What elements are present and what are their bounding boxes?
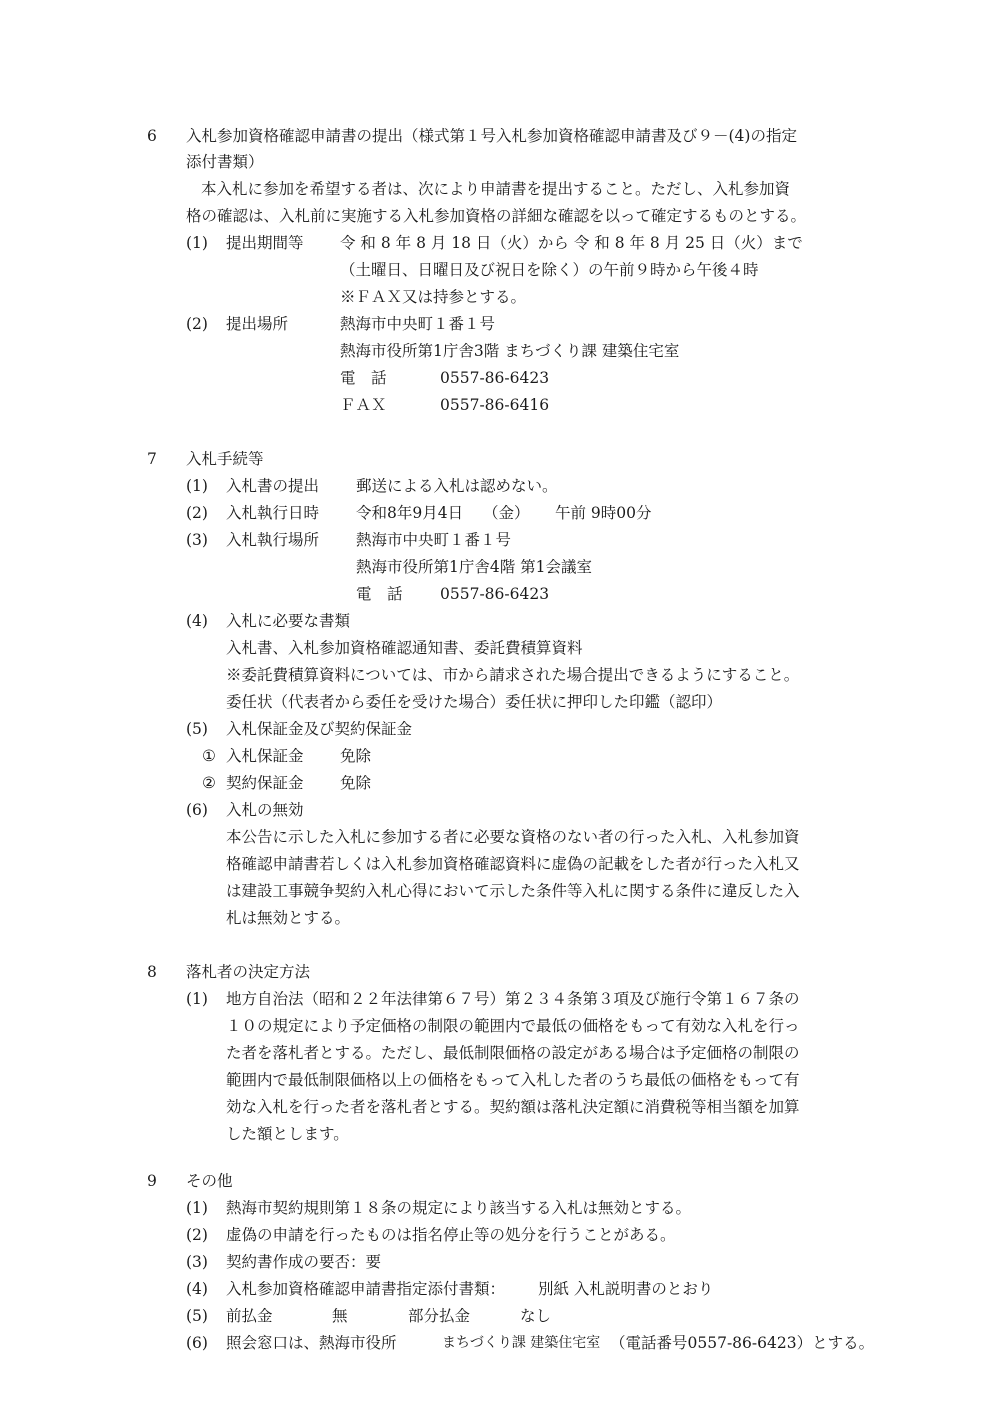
s7-item-1-label: 入札書の提出 [226,477,320,495]
s9-item-6-department: まちづくり課 建築住宅室 [442,1335,601,1351]
s8-item-1-text-1: 地方自治法（昭和２２年法律第６７号）第２３４条第３項及び施行令第１６７条の [226,990,800,1008]
s7-item-2-number: (2) [186,504,208,522]
s9-item-5-partial-value: なし [520,1307,552,1325]
s7-item-4-label: 入札に必要な書類 [226,612,351,630]
s9-item-1-text: 熱海市契約規則第１８条の規定により該当する入札は無効とする。 [226,1199,692,1217]
s6-item-1-number: (1) [186,234,208,252]
s7-item-5a-number: ① [202,747,216,765]
s6-item-2-tel-label: 電 話 [340,369,387,387]
s8-item-1-text-5: 効な入札を行った者を落札者とする。契約額は落札決定額に消費税等相当額を加算 [226,1098,800,1116]
section-6-heading: 入札参加資格確認申請書の提出（様式第１号入札参加資格確認申請書及び９－(4)の指定 [186,127,797,145]
s9-item-2-text: 虚偽の申請を行ったものは指名停止等の処分を行うことがある。 [226,1226,676,1244]
s7-item-4-proxy: 委任状（代表者から委任を受けた場合）委任状に押印した印鑑（認印） [226,693,723,711]
s8-item-1-text-4: 範囲内で最低制限価格以上の価格をもって入札した者のうち最低の価格をもって有 [226,1071,800,1089]
s7-item-3-tel-label: 電 話 [356,585,403,603]
s8-item-1-text-6: した額とします。 [226,1125,349,1143]
s7-item-2-date: 令和8年9月4日 [356,504,464,522]
s7-item-1-value: 郵送による入札は認めない。 [356,477,558,495]
s7-item-6-text-1: 本公告に示した入札に参加する者に必要な資格のない者の行った入札、入札参加資 [226,828,800,846]
s6-item-2-number: (2) [186,315,208,333]
s9-item-5-advance-value: 無 [332,1307,348,1325]
s9-item-4-value: 別紙 入札説明書のとおり [538,1280,714,1298]
s9-item-4-number: (4) [186,1280,208,1298]
s8-item-1-text-2: １０の規定により予定価格の制限の範囲内で最低の価格をもって有効な入札を行っ [226,1017,800,1035]
s6-item-1-label: 提出期間等 [226,234,304,252]
s7-item-3-number: (3) [186,531,208,549]
s7-item-4-docs: 入札書、入札参加資格確認通知書、委託費積算資料 [226,639,583,657]
section-8-heading: 落札者の決定方法 [186,963,311,981]
s9-item-3-text: 契約書作成の要否：要 [226,1253,382,1271]
s7-item-5b-value: 免除 [340,774,372,792]
s7-item-4-note: ※委託費積算資料については、市から請求された場合提出できるようにすること。 [226,666,800,684]
s9-item-3-number: (3) [186,1253,208,1271]
s6-item-1-period: 令 和 8 年 8 月 18 日（火）から 令 和 8 年 8 月 25 日（火）まで [340,234,803,252]
s9-item-6-prefix: 照会窓口は、熱海市役所 [226,1334,397,1352]
s7-item-1-number: (1) [186,477,208,495]
s9-item-5-partial-label: 部分払金 [408,1307,471,1325]
s9-item-5-advance-label: 前払金 [226,1307,273,1325]
s6-item-2-label: 提出場所 [226,315,289,333]
section-6-number: 6 [147,127,157,145]
s7-item-4-number: (4) [186,612,208,630]
s8-item-1-text-3: た者を落札者とする。ただし、最低制限価格の設定がある場合は予定価格の制限の [226,1044,800,1062]
s7-item-6-text-2: 格確認申請書若しくは入札参加資格確認資料に虚偽の記載をした者が行った入札又 [226,855,800,873]
section-7-number: 7 [147,450,157,468]
s9-item-2-number: (2) [186,1226,208,1244]
s6-item-2-tel: 0557-86-6423 [440,369,550,387]
section-9-number: 9 [147,1172,157,1190]
s6-item-1-note: ※ＦＡＸ又は持参とする。 [340,288,527,306]
s7-item-2-weekday: （金） [483,504,530,522]
s7-item-6-text-3: は建設工事競争契約入札心得において示した条件等入札に関する条件に違反した入 [226,882,800,900]
s7-item-5b-label: 契約保証金 [226,774,304,792]
s9-item-6-number: (6) [186,1334,208,1352]
s6-item-2-fax: 0557-86-6416 [440,396,550,414]
section-6-heading-cont: 添付書類） [186,153,264,171]
s9-item-5-number: (5) [186,1307,208,1325]
s7-item-3-room: 熱海市役所第1庁舎4階 第1会議室 [356,558,593,576]
s6-item-2-address: 熱海市中央町１番１号 [340,315,496,333]
s7-item-2-label: 入札執行日時 [226,504,320,522]
s8-item-1-number: (1) [186,990,208,1008]
s7-item-6-text-4: 札は無効とする。 [226,909,351,927]
s7-item-6-number: (6) [186,801,208,819]
s6-item-1-hours: （土曜日、日曜日及び祝日を除く）の午前９時から午後４時 [340,261,759,279]
section-6-intro: 本入札に参加を希望する者は、次により申請書を提出すること。ただし、入札参加資 [201,180,791,198]
section-6-intro-cont: 格の確認は、入札前に実施する入札参加資格の詳細な確認を以って確定するものとする。 [186,207,807,225]
s7-item-3-address: 熱海市中央町１番１号 [356,531,512,549]
s7-item-5-number: (5) [186,720,208,738]
s7-item-5a-value: 免除 [340,747,372,765]
s9-item-4-label: 入札参加資格確認申請書指定添付書類： [226,1280,506,1298]
s7-item-2-time: 午前 9時00分 [555,504,652,522]
s7-item-3-label: 入札執行場所 [226,531,320,549]
s6-item-2-fax-label: ＦＡＸ [340,396,387,414]
s9-item-1-number: (1) [186,1199,208,1217]
section-7-heading: 入札手続等 [186,450,264,468]
section-9-heading: その他 [186,1172,233,1190]
s7-item-3-tel: 0557-86-6423 [440,585,550,603]
s7-item-5-label: 入札保証金及び契約保証金 [226,720,413,738]
s6-item-2-office: 熱海市役所第1庁舎3階 まちづくり課 建築住宅室 [340,342,680,360]
s7-item-5b-number: ② [202,774,216,792]
section-8-number: 8 [147,963,157,981]
s7-item-6-label: 入札の無効 [226,801,304,819]
s9-item-6-suffix: （電話番号0557-86-6423）とする。 [610,1334,875,1352]
s7-item-5a-label: 入札保証金 [226,747,304,765]
